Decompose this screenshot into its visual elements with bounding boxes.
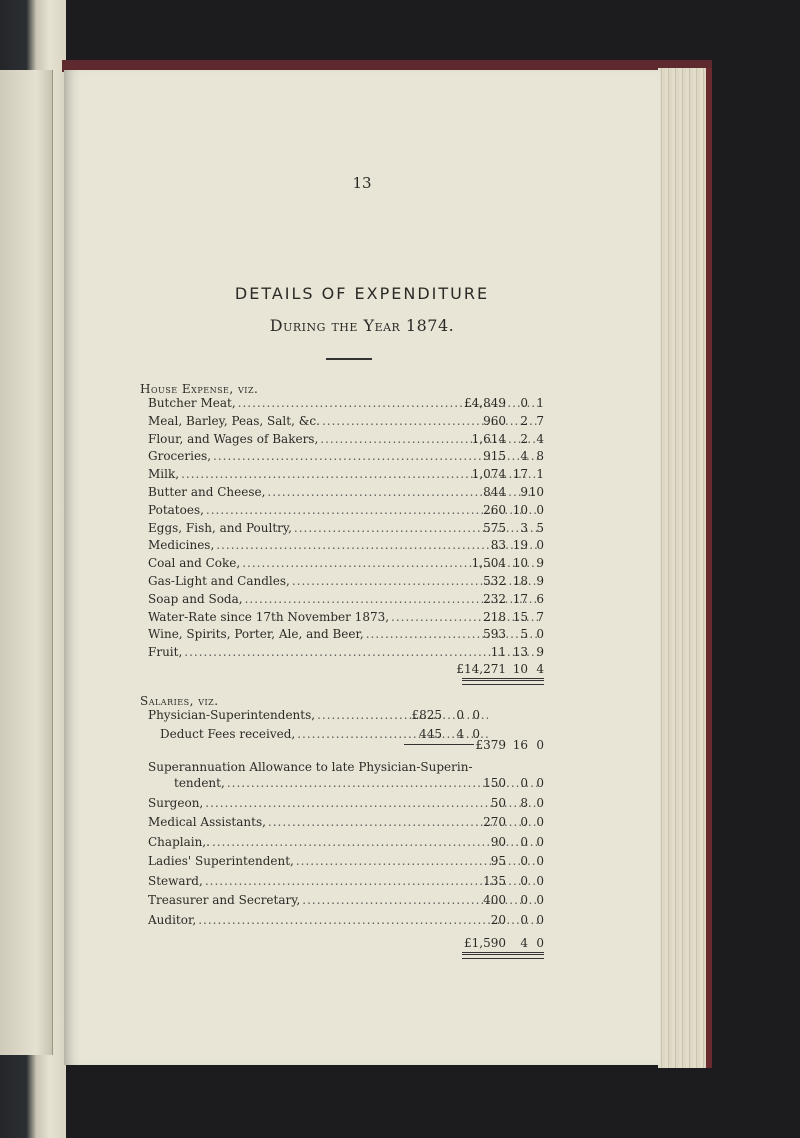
amount-pence: 0 [536, 627, 544, 642]
row-amount [460, 556, 544, 570]
row-amount [460, 485, 544, 499]
row-label: tendent, [174, 776, 225, 790]
row-amount [460, 835, 544, 849]
row-label: Ladies' Superintendent, [148, 854, 294, 868]
amount-shillings: 0 [520, 912, 528, 927]
amount-shillings: 0 [520, 396, 528, 410]
amount-pounds: 20 [490, 912, 506, 927]
salaries-total-pounds: £1,590 [464, 936, 506, 950]
amount-shillings: 0 [520, 776, 528, 790]
row-amount [460, 449, 544, 463]
amount-pounds: 90 [490, 834, 506, 849]
row-amount [460, 521, 544, 535]
house-total-rule [462, 678, 544, 679]
row-amount [460, 815, 544, 829]
row-amount [460, 396, 544, 410]
amount-shillings: 10 [512, 502, 528, 517]
row-label: Steward, [148, 873, 203, 888]
row-amount [460, 574, 544, 588]
amount-pounds: 844 [483, 485, 506, 499]
page-edges [658, 68, 712, 1068]
row-label: Treasurer and Secretary, [148, 893, 301, 907]
row-label: Chaplain,. [148, 834, 210, 849]
amount-shillings: 4 [456, 727, 464, 741]
row-label: Milk, [148, 467, 180, 482]
amount-pounds: 445 [419, 727, 442, 741]
amount-pounds: 915 [483, 449, 506, 464]
house-total [454, 662, 544, 676]
amount-shillings: 9 [520, 485, 528, 499]
amount-pence: 0 [536, 776, 544, 790]
amount-pence: 10 [528, 485, 544, 499]
amount-pounds: 270 [483, 815, 506, 829]
amount-shillings: 19 [512, 538, 528, 553]
amount-shillings: 15 [512, 609, 528, 624]
amount-pence: 0 [536, 815, 544, 829]
row-amount [460, 432, 544, 446]
row-label: Fruit, [148, 645, 183, 660]
salary-net-amount [460, 738, 544, 752]
amount-pounds: 1,504 [471, 556, 506, 571]
amount-pence: 1 [536, 396, 544, 410]
amount-pounds: £4,849 [464, 396, 506, 410]
amount-pounds: 532 [483, 574, 506, 588]
house-total-double-rule [462, 680, 544, 685]
row-amount [460, 854, 544, 868]
salaries-total-pence: 0 [536, 936, 544, 950]
amount-pence: 0 [536, 795, 544, 810]
page-title: DETAILS OF EXPENDITURE [234, 284, 490, 303]
amount-pence: 0 [536, 538, 544, 553]
amount-pounds: 575 [483, 520, 506, 535]
amount-shillings: 3 [520, 520, 528, 535]
amount-pence: 0 [536, 834, 544, 849]
amount-shillings: 17 [512, 467, 528, 482]
row-amount [460, 645, 544, 659]
amount-pence: 1 [536, 467, 544, 482]
row-label: Groceries, [148, 449, 212, 464]
amount-pence: 0 [536, 854, 544, 868]
amount-pounds: 1,074 [471, 467, 506, 482]
row-amount [460, 414, 544, 428]
amount-shillings: 17 [512, 591, 528, 606]
amount-pence: 5 [536, 520, 544, 535]
superannuation-label: Superannuation Allowance to late Physician-Superin- [148, 760, 473, 774]
amount-pounds: 83 [490, 538, 506, 553]
amount-pence: 4 [536, 431, 544, 446]
amount-pence: 0 [536, 738, 544, 752]
amount-pence: 0 [536, 873, 544, 888]
row-label: Butter and Cheese, [148, 485, 266, 499]
amount-pounds: 95 [490, 854, 506, 868]
row-label: Meal, Barley, Peas, Salt, &c. [148, 413, 320, 428]
row-label: Butcher Meat, [148, 396, 236, 410]
house-total-shillings: 10 [512, 662, 528, 676]
row-amount [460, 503, 544, 517]
salaries-total [456, 936, 544, 950]
amount-shillings: 0 [520, 854, 528, 868]
amount-pence: 9 [536, 645, 544, 660]
amount-pounds: 400 [483, 893, 506, 907]
row-label: Deduct Fees received, [160, 727, 296, 741]
salaries-total-double-rule [462, 954, 544, 959]
row-amount [460, 913, 544, 927]
row-label: Coal and Coke, [148, 556, 241, 571]
row-amount [460, 467, 544, 481]
amount-shillings: 18 [512, 574, 528, 588]
title-rule [326, 358, 372, 360]
amount-shillings: 10 [512, 556, 528, 571]
amount-pence: 0 [536, 502, 544, 517]
salaries-total-rule [462, 952, 544, 953]
house-expense-heading: House Expense, viz. [140, 382, 259, 396]
page-subtitle: During the Year 1874. [269, 316, 455, 335]
row-label: Surgeon, [148, 795, 204, 810]
amount-pounds: 11 [490, 645, 506, 660]
amount-shillings: 0 [520, 893, 528, 907]
amount-shillings: 16 [512, 738, 528, 752]
row-label: Medical Assistants, [148, 815, 266, 829]
amount-shillings: 0 [520, 873, 528, 888]
amount-pounds: 50 [490, 795, 506, 810]
amount-shillings: 0 [456, 708, 464, 722]
row-amount [460, 893, 544, 907]
row-label: Wine, Spirits, Porter, Ale, and Beer, [148, 627, 364, 642]
amount-pounds: 232 [483, 591, 506, 606]
amount-pounds: 135 [483, 873, 506, 888]
amount-pounds: 593 [483, 627, 506, 642]
row-label: Medicines, [148, 538, 215, 553]
row-amount [460, 874, 544, 888]
row-label: Soap and Soda, [148, 591, 243, 606]
amount-pounds: 260 [483, 502, 506, 517]
left-page [0, 70, 53, 1055]
row-amount [460, 592, 544, 606]
book-page [64, 70, 660, 1065]
row-label: Potatoes, [148, 502, 204, 517]
row-amount [460, 776, 544, 790]
amount-pence: 8 [536, 449, 544, 464]
amount-shillings: 4 [520, 449, 528, 464]
row-label: Gas-Light and Candles, [148, 574, 290, 588]
amount-pounds: 218 [483, 609, 506, 624]
salaries-heading: Salaries, viz. [140, 694, 219, 708]
amount-pence: 7 [536, 413, 544, 428]
amount-pence: 0 [472, 708, 480, 722]
house-total-pence: 4 [536, 662, 544, 676]
row-label: Water-Rate since 17th November 1873, [148, 609, 390, 624]
amount-pounds: 1,614 [471, 431, 506, 446]
row-label: Auditor, [148, 912, 197, 927]
amount-pounds: 960 [483, 413, 506, 428]
amount-pence: 6 [536, 591, 544, 606]
amount-pence: 7 [536, 609, 544, 624]
amount-pounds: 150 [483, 776, 506, 790]
row-label: Eggs, Fish, and Poultry, [148, 520, 292, 535]
row-amount [460, 538, 544, 552]
amount-shillings: 0 [520, 815, 528, 829]
amount-shillings: 8 [520, 795, 528, 810]
amount-pence: 0 [536, 893, 544, 907]
page-number: 13 [352, 174, 372, 192]
row-amount [460, 796, 544, 810]
amount-pence: 9 [536, 574, 544, 588]
physician-amount [398, 708, 480, 722]
row-amount [460, 627, 544, 641]
amount-shillings: 5 [520, 627, 528, 642]
row-label: Physician-Superintendents, [148, 708, 316, 722]
amount-pence: 0 [536, 912, 544, 927]
amount-shillings: 13 [512, 645, 528, 660]
salaries-total-shillings: 4 [520, 936, 528, 950]
amount-pence: 9 [536, 556, 544, 571]
row-label: Flour, and Wages of Bakers, [148, 431, 319, 446]
row-amount [460, 610, 544, 624]
amount-shillings: 2 [520, 413, 528, 428]
amount-pounds: £825 [411, 708, 442, 722]
amount-pence: 0 [472, 727, 480, 741]
amount-shillings: 0 [520, 834, 528, 849]
amount-pounds: £379 [475, 738, 506, 752]
house-total-pounds: £14,271 [456, 662, 506, 676]
amount-shillings: 2 [520, 431, 528, 446]
